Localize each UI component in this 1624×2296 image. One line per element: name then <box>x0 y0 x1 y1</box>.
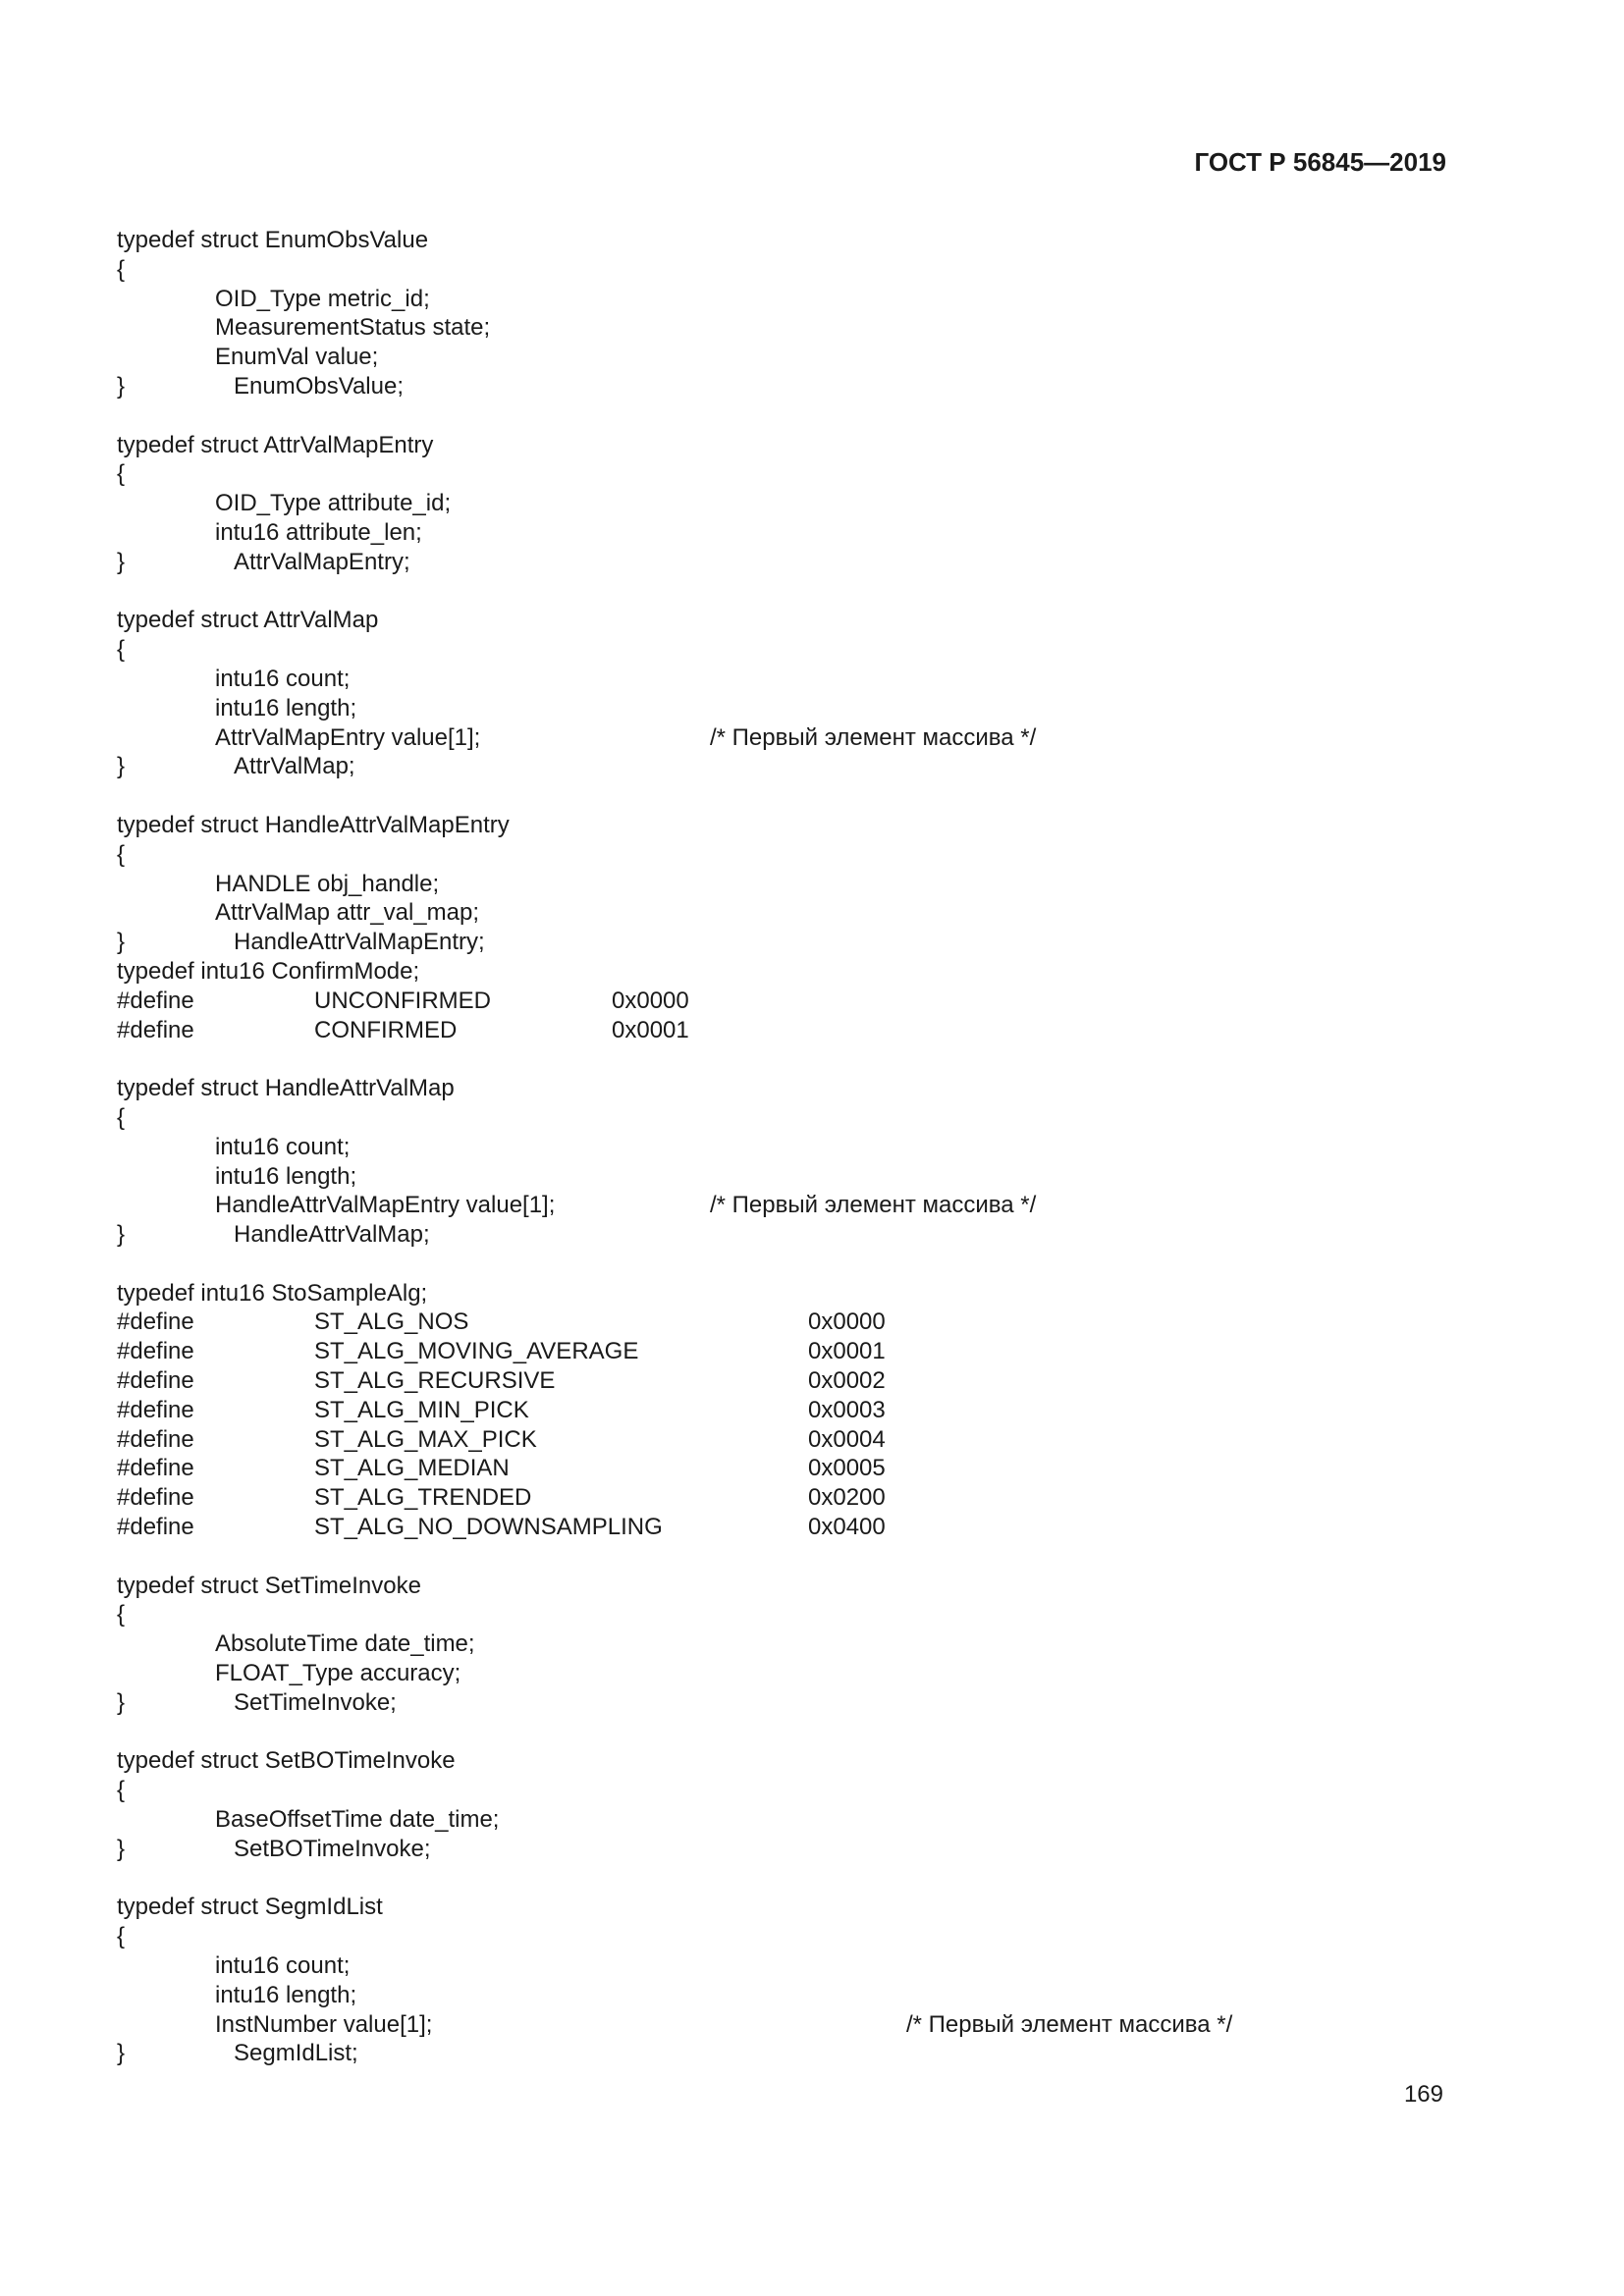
document-header: ГОСТ Р 56845—2019 <box>1194 147 1446 177</box>
code-comment: /* Первый элемент массива */ <box>710 723 1037 751</box>
page-number: 169 <box>1403 2081 1443 2108</box>
code-comment: /* Первый элемент массива */ <box>710 1192 1037 1219</box>
code-comment: /* Первый элемент массива */ <box>906 2010 1233 2038</box>
